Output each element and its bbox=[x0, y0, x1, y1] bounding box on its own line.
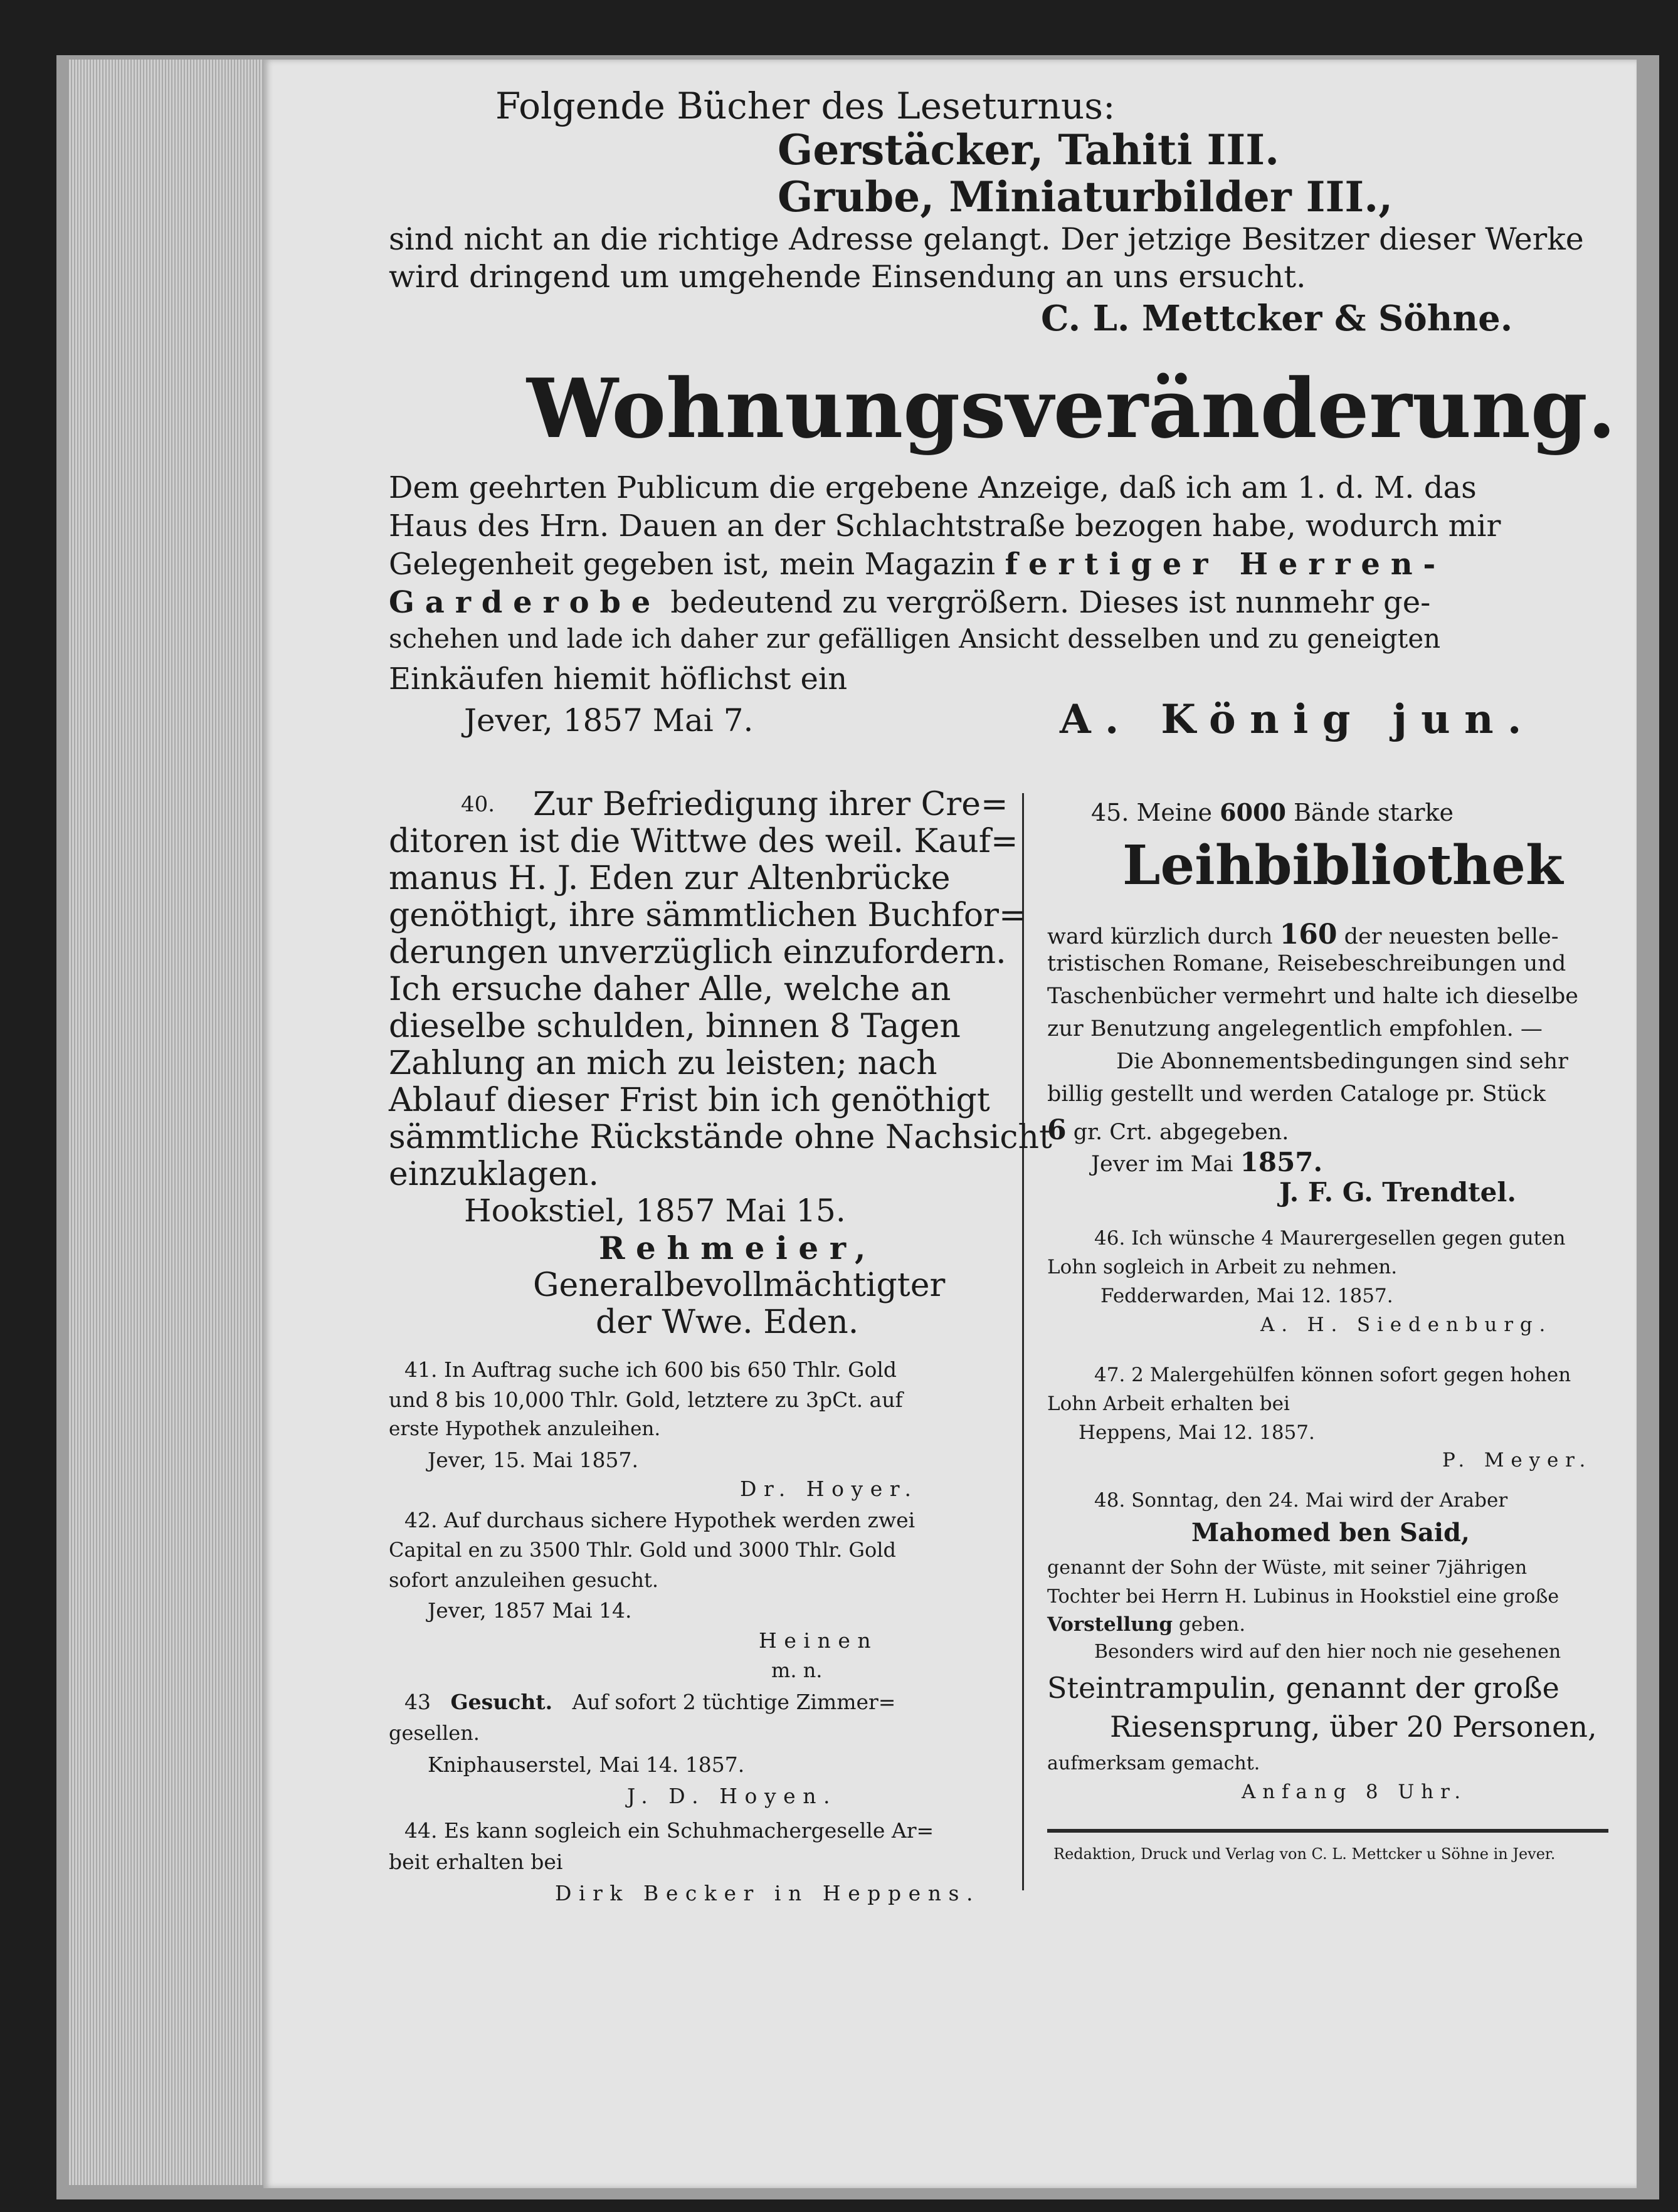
ad47-line-2: Lohn Arbeit erhalten bei bbox=[1047, 1393, 1290, 1415]
column-divider bbox=[1022, 793, 1024, 1890]
ad48-line-5: Besonders wird auf den hier noch nie gesehenen bbox=[1094, 1641, 1561, 1663]
ad41-line-2: und 8 bis 10,000 Thlr. Gold, letztere zu 3pCt. auf bbox=[389, 1388, 903, 1412]
ad48-line-1: 48. Sonntag, den 24. Mai wird der Araber bbox=[1094, 1489, 1508, 1512]
wohnung-line-5: schehen und lade ich daher zur gefälligen Ansicht desselben und zu geneigten bbox=[389, 623, 1441, 654]
ad43-line-2: gesellen. bbox=[389, 1721, 480, 1745]
ad46-line-2: Lohn sogleich in Arbeit zu nehmen. bbox=[1047, 1256, 1398, 1278]
ad48-line-2: genannt der Sohn der Wüste, mit seiner 7jährigen bbox=[1047, 1557, 1528, 1579]
ad45-intro-text: 45. Meine bbox=[1091, 799, 1213, 826]
ad44-signature: Dirk Becker in Heppens. bbox=[555, 1881, 981, 1905]
ad48-line-4 bbox=[1047, 1613, 1245, 1636]
fertiger-herren-text: fertiger Herren- bbox=[1005, 547, 1447, 582]
ad45-price-text: gr. Crt. abgegeben. bbox=[1073, 1120, 1289, 1145]
leseturnus-line-2: wird dringend um umgehende Einsendung an uns ersucht. bbox=[389, 259, 1306, 295]
ad43-line-1 bbox=[404, 1690, 895, 1714]
ad47-line-1: 47. 2 Malergehülfen können sofort gegen hohen bbox=[1094, 1364, 1571, 1386]
ad47-date: Heppens, Mai 12. 1857. bbox=[1079, 1421, 1315, 1444]
ad45-line-1 bbox=[1047, 919, 1559, 951]
ad48-note: aufmerksam gemacht. bbox=[1047, 1752, 1260, 1774]
ad46-date: Fedderwarden, Mai 12. 1857. bbox=[1100, 1285, 1393, 1307]
ad45-line-5: Die Abonnementsbedingungen sind sehr bbox=[1116, 1049, 1568, 1074]
book-title-1: Gerstäcker, Tahiti III. bbox=[778, 125, 1280, 174]
wohnung-line-3-text: Gelegenheit gegeben ist, mein Magazin bbox=[389, 547, 996, 582]
ad45-signature: J. F. G. Trendtel. bbox=[1279, 1177, 1516, 1208]
ad45-volume-count: 6000 bbox=[1220, 798, 1286, 826]
ad45-line-2: tristischen Romane, Reisebeschreibungen und bbox=[1047, 951, 1566, 976]
ad45-line-1-text: ward kürzlich durch bbox=[1047, 924, 1273, 949]
ad43-date: Kniphauserstel, Mai 14. 1857. bbox=[428, 1752, 745, 1777]
ad41-line-3: erste Hypothek anzuleihen. bbox=[389, 1418, 661, 1440]
ad40-date: Hookstiel, 1857 Mai 15. bbox=[464, 1193, 846, 1229]
wohnung-line-4 bbox=[389, 585, 1430, 620]
ad40-line-5: derungen unverzüglich einzufordern. bbox=[389, 934, 1006, 971]
wohnung-signature: A. König jun. bbox=[1060, 696, 1536, 743]
imprint: Redaktion, Druck und Verlag von C. L. Mettcker u Söhne in Jever. bbox=[1053, 1845, 1556, 1863]
ad48-start-time: Anfang 8 Uhr. bbox=[1242, 1781, 1467, 1803]
wohnung-headline: Wohnungsveränderung. bbox=[527, 361, 1617, 456]
leseturnus-signature: C. L. Mettcker & Söhne. bbox=[1041, 298, 1513, 339]
wohnung-line-1: Dem geehrten Publicum die ergebene Anzeige, daß ich am 1. d. M. das bbox=[389, 470, 1477, 505]
ad44-line-1: 44. Es kann sogleich ein Schuhmachergeselle Ar= bbox=[404, 1818, 934, 1843]
ad40-line-6: Ich ersuche daher Alle, welche an bbox=[389, 971, 951, 1008]
ad45-line-3: Taschenbücher vermehrt und halte ich dieselbe bbox=[1047, 984, 1578, 1009]
ad45-line-6: billig gestellt und werden Cataloge pr. Stück bbox=[1047, 1082, 1546, 1107]
ad45-intro bbox=[1091, 798, 1454, 826]
leseturnus-line-1: sind nicht an die richtige Adresse gelangt. Der jetzige Besitzer dieser Werke bbox=[389, 221, 1584, 257]
book-title-2: Grube, Miniaturbilder III., bbox=[778, 172, 1393, 221]
wohnung-line-6: Einkäufen hiemit höflichst ein bbox=[389, 661, 848, 697]
ad45-line-1-text-2: der neuesten belle- bbox=[1344, 924, 1559, 949]
imprint-rule bbox=[1047, 1829, 1608, 1833]
ad42-date: Jever, 1857 Mai 14. bbox=[428, 1598, 632, 1623]
ad40-line-4: genöthigt, ihre sämmtlichen Buchfor= bbox=[389, 897, 1026, 934]
wohnung-line-4-text: bedeutend zu vergrößern. Dieses ist nunmehr ge- bbox=[670, 585, 1431, 620]
ad41-signature: Dr. Hoyer. bbox=[740, 1477, 919, 1501]
ad40-line-7: dieselbe schulden, binnen 8 Tagen bbox=[389, 1008, 961, 1045]
ad46-signature: A. H. Siedenburg. bbox=[1260, 1314, 1553, 1336]
garderobe-text: Garderobe bbox=[389, 585, 662, 620]
ad42-signature-2: m. n. bbox=[771, 1658, 823, 1682]
ad45-price-number: 6 bbox=[1047, 1114, 1067, 1146]
ad45-line-4: zur Benutzung angelegentlich empfohlen. — bbox=[1047, 1016, 1543, 1041]
ad43-number: 43 bbox=[404, 1690, 431, 1714]
ad45-line-7 bbox=[1047, 1114, 1289, 1146]
ad47-signature: P. Meyer. bbox=[1442, 1449, 1593, 1472]
ad45-date bbox=[1091, 1147, 1322, 1177]
ad48-name: Mahomed ben Said, bbox=[1191, 1518, 1470, 1547]
ad40-title-1: Generalbevollmächtigter bbox=[533, 1267, 946, 1304]
ad40-line-9: Ablauf dieser Frist bin ich genöthigt bbox=[389, 1082, 990, 1119]
ad41-line-1: 41. In Auftrag suche ich 600 bis 650 Thlr. Gold bbox=[404, 1357, 897, 1382]
ad45-new-count: 160 bbox=[1279, 919, 1338, 951]
wohnung-date: Jever, 1857 Mai 7. bbox=[464, 702, 754, 739]
newspaper-page bbox=[263, 60, 1637, 2188]
ad45-date-year: 1857. bbox=[1240, 1147, 1323, 1177]
ad40-number: 40. bbox=[461, 792, 495, 817]
ad46-line-1: 46. Ich wünsche 4 Maurergesellen gegen guten bbox=[1094, 1227, 1566, 1250]
ad41-date: Jever, 15. Mai 1857. bbox=[428, 1448, 639, 1472]
wohnung-line-2: Haus des Hrn. Dauen an der Schlachtstraße bezogen habe, wodurch mir bbox=[389, 508, 1501, 544]
page-edges bbox=[69, 60, 276, 2185]
ad44-line-2: beit erhalten bei bbox=[389, 1850, 563, 1874]
ad40-line-3: manus H. J. Eden zur Altenbrücke bbox=[389, 860, 951, 897]
ad48-show-rest: geben. bbox=[1178, 1613, 1246, 1636]
ad42-line-2: Capital en zu 3500 Thlr. Gold und 3000 Thlr. Gold bbox=[389, 1538, 896, 1562]
ad48-big-line-2: Riesensprung, über 20 Personen, bbox=[1110, 1710, 1597, 1744]
ad42-signature: Heinen bbox=[759, 1628, 879, 1653]
ad40-line-1: Zur Befriedigung ihrer Cre= bbox=[533, 786, 1008, 823]
ad40-line-10: sämmtliche Rückstände ohne Nachsicht bbox=[389, 1119, 1052, 1156]
ad40-line-2: ditoren ist die Wittwe des weil. Kauf= bbox=[389, 823, 1018, 860]
ad40-title-2: der Wwe. Eden. bbox=[596, 1304, 859, 1341]
ad43-keyword: Gesucht. bbox=[450, 1690, 553, 1714]
ad48-line-3: Tochter bei Herrn H. Lubinus in Hookstiel eine große bbox=[1047, 1586, 1559, 1608]
ad43-text: Auf sofort 2 tüchtige Zimmer= bbox=[572, 1690, 896, 1714]
ad48-show-word: Vorstellung bbox=[1047, 1613, 1173, 1636]
ad42-line-3: sofort anzuleihen gesucht. bbox=[389, 1568, 659, 1592]
ad43-signature: J. D. Hoyen. bbox=[627, 1784, 838, 1808]
ad45-date-text: Jever im Mai bbox=[1091, 1152, 1233, 1177]
ad48-big-line-1: Steintrampulin, genannt der große bbox=[1047, 1671, 1559, 1705]
leseturnus-intro: Folgende Bücher des Leseturnus: bbox=[495, 85, 1116, 127]
ad45-headline: Leihbibliothek bbox=[1122, 834, 1563, 897]
wohnung-line-3 bbox=[389, 547, 1446, 582]
ad42-line-1: 42. Auf durchaus sichere Hypothek werden zwei bbox=[404, 1508, 916, 1532]
ad40-line-11: einzuklagen. bbox=[389, 1156, 599, 1193]
ad40-line-8: Zahlung an mich zu leisten; nach bbox=[389, 1045, 937, 1082]
ad45-intro-text-2: Bände starke bbox=[1293, 799, 1454, 826]
ad40-name: Rehmeier, bbox=[599, 1230, 877, 1267]
